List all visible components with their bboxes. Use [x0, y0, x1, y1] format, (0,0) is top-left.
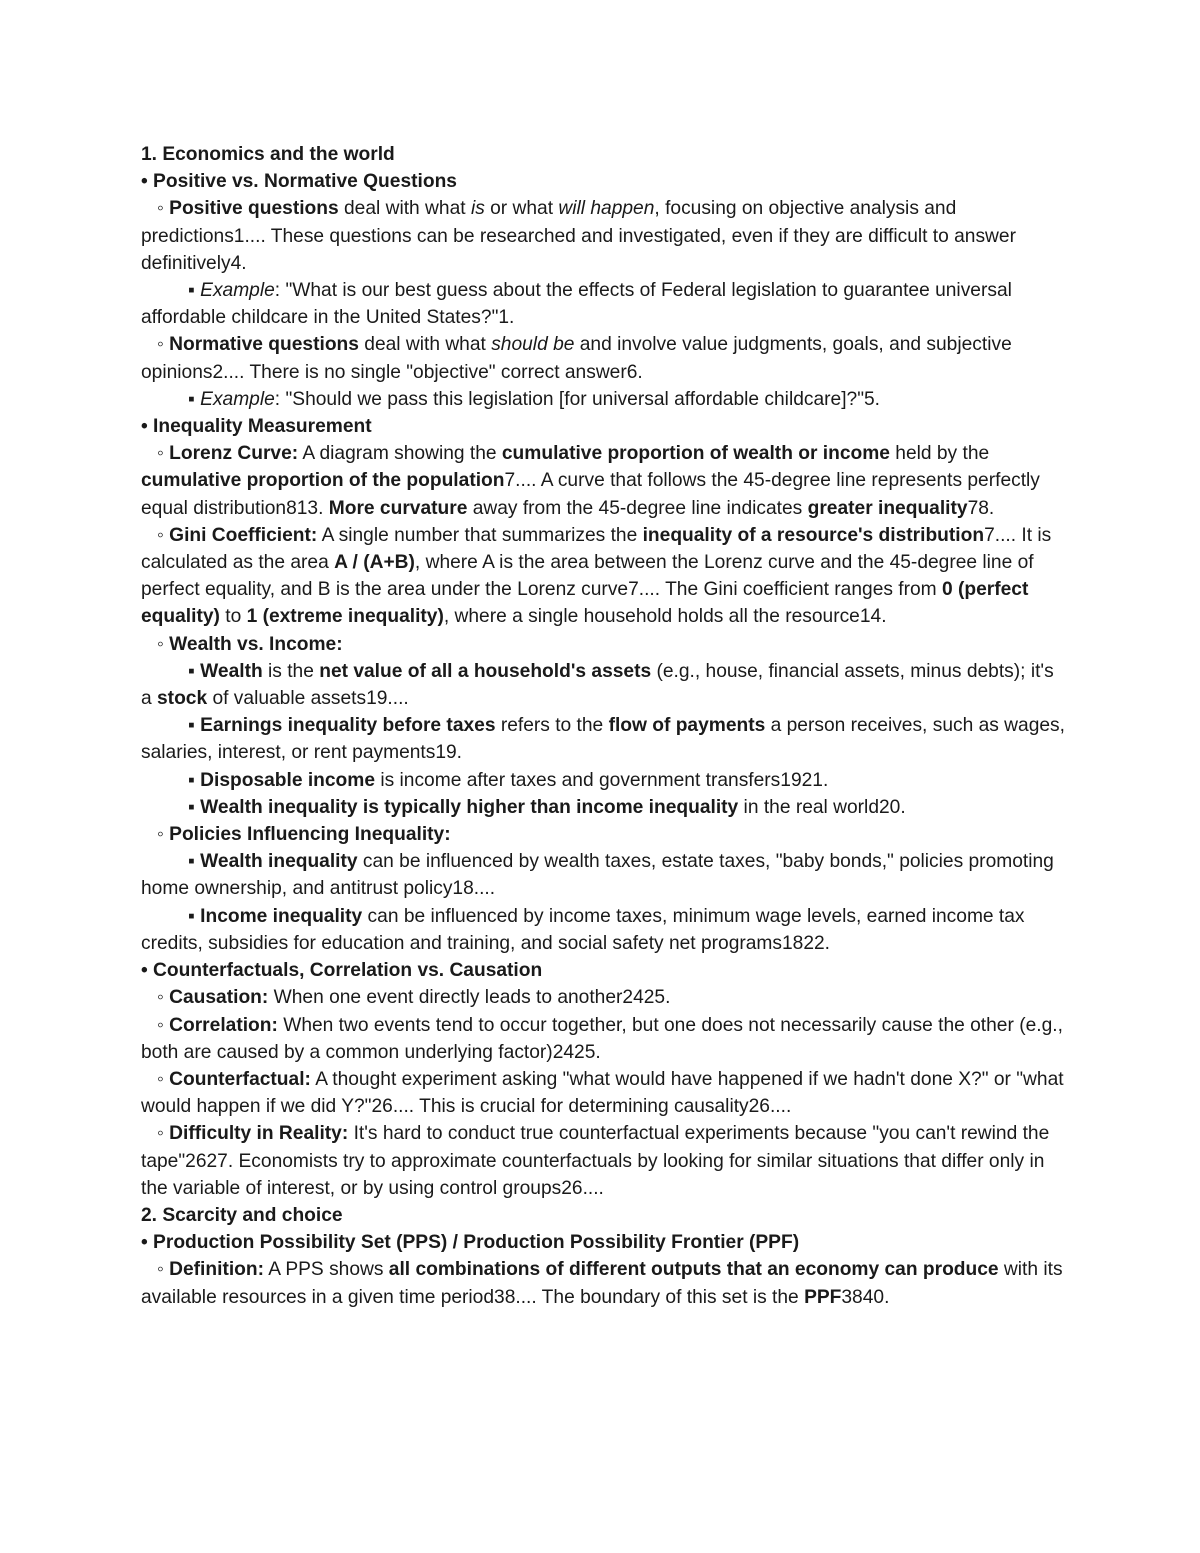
- bold-text: PPF: [804, 1286, 842, 1308]
- bullet-item: [141, 1012, 1066, 1066]
- italic-text: is: [470, 198, 485, 220]
- document-page: [141, 141, 1066, 1311]
- bold-text: Wealth inequality: [200, 851, 358, 873]
- topic-heading: • Positive vs. Normative Questions: [141, 171, 457, 193]
- bold-text: Lorenz Curve:: [169, 443, 299, 465]
- text-run: ◦: [157, 443, 170, 465]
- text-run: deal with what: [338, 198, 471, 220]
- text-run: a person receives, such as wages, salaries, interest, or rent payments19.: [141, 715, 1065, 764]
- text-run: 7.... It is calculated as the area: [141, 524, 1052, 574]
- bold-text: Earnings inequality before taxes: [200, 715, 496, 737]
- sub-bullet-item: [141, 658, 1066, 712]
- italic-text: should be: [491, 334, 575, 356]
- bold-text: More curvature: [328, 497, 468, 519]
- sub-bullet-item: [141, 386, 1066, 413]
- text-run: A single number that summarizes the: [317, 524, 643, 546]
- sub-bullet-item: [141, 794, 1066, 821]
- text-run: ▪: [188, 388, 201, 410]
- text-run: ◦: [157, 633, 170, 655]
- bold-text: all combinations of different outputs that an economy can produce: [388, 1259, 999, 1281]
- italic-text: Example: [200, 280, 275, 302]
- text-run: : "Should we pass this legislation [for universal affordable childcare]?"5.: [274, 388, 881, 410]
- bullet-item: [141, 821, 1066, 848]
- bold-text: Income inequality: [200, 905, 363, 927]
- text-run: A diagram showing the: [298, 443, 502, 465]
- topic-heading: • Production Possibility Set (PPS) / Production Possibility Frontier (PPF): [141, 1232, 800, 1254]
- bold-text: Normative questions: [169, 334, 359, 356]
- text-run: deal with what: [358, 334, 492, 356]
- bold-text: stock: [157, 688, 208, 710]
- topic-heading: • Counterfactuals, Correlation vs. Causation: [141, 960, 543, 982]
- text-run: ▪: [188, 715, 201, 737]
- text-run: ◦: [157, 334, 170, 356]
- topic-heading: • Inequality Measurement: [141, 416, 372, 438]
- text-run: When one event directly leads to another2425.: [268, 987, 671, 1009]
- text-run: A thought experiment asking "what would have happened if we hadn't done X?" or "what would happen if we did Y?"26.... This is crucial for determining causality26....: [141, 1068, 1064, 1118]
- text-run: ▪: [188, 769, 201, 791]
- text-run: ◦: [157, 524, 170, 546]
- bold-text: Wealth: [200, 660, 263, 682]
- bold-text: inequality of a resource's distribution: [642, 524, 985, 546]
- bold-text: Causation:: [169, 987, 269, 1009]
- bold-text: Wealth vs. Income:: [169, 633, 343, 655]
- text-run: When two events tend to occur together, but one does not necessarily cause the other (e.g., both are caused by a common underlying factor)2425.: [141, 1014, 1063, 1063]
- text-run: 3840.: [841, 1286, 890, 1308]
- text-run: , focusing on objective analysis and predictions1.... These questions can be researched and investigated, even if they are difficult to answer definitively4.: [141, 198, 1016, 274]
- italic-text: will happen: [558, 198, 655, 220]
- text-run: ◦: [157, 1123, 170, 1145]
- bold-text: Definition:: [169, 1259, 264, 1281]
- text-run: to: [219, 606, 247, 628]
- text-run: of valuable assets19....: [207, 688, 409, 710]
- sub-bullet-item: [141, 848, 1066, 902]
- text-run: refers to the: [495, 715, 609, 737]
- text-run: can be influenced by wealth taxes, estate taxes, "baby bonds," policies promoting home ownership, and antitrust policy18....: [141, 851, 1054, 900]
- text-run: (e.g., house, financial assets, minus debts); it's a: [141, 660, 1054, 710]
- bold-text: 1 (extreme inequality): [246, 606, 444, 628]
- bold-text: Difficulty in Reality:: [169, 1123, 349, 1145]
- bold-text: greater inequality: [807, 497, 968, 519]
- text-run: 78.: [967, 497, 995, 519]
- text-run: ▪: [188, 280, 201, 302]
- text-run: or what: [484, 198, 559, 220]
- bold-text: flow of payments: [608, 715, 766, 737]
- text-run: can be influenced by income taxes, minimum wage levels, earned income tax credits, subsidies for education and training, and social safety net programs1822.: [141, 905, 1025, 954]
- section-title: 2. Scarcity and choice: [141, 1204, 343, 1226]
- text-run: ▪: [188, 851, 201, 873]
- bold-text: cumulative proportion of the population: [141, 470, 505, 492]
- sub-bullet-item: [141, 903, 1066, 957]
- text-run: ◦: [157, 1014, 170, 1036]
- bold-text: Policies Influencing Inequality:: [169, 824, 451, 846]
- text-run: with its available resources in a given time period38.... The boundary of this set is the: [141, 1259, 1063, 1308]
- text-run: ▪: [188, 905, 201, 927]
- text-run: is income after taxes and government transfers1921.: [375, 769, 829, 791]
- bold-text: A / (A+B): [334, 552, 415, 574]
- text-run: and involve value judgments, goals, and subjective opinions2.... There is no single "objective" correct answer6.: [141, 334, 1012, 383]
- text-run: : "What is our best guess about the effects of Federal legislation to guarantee universal affordable childcare in the United States?"1.: [141, 280, 1012, 329]
- bold-text: cumulative proportion of wealth or income: [501, 443, 890, 465]
- bold-text: Disposable income: [200, 769, 376, 791]
- bold-text: Correlation:: [169, 1014, 278, 1036]
- text-run: 7.... A curve that follows the 45-degree line represents perfectly equal distribution813.: [141, 470, 1040, 519]
- bullet-item: [141, 522, 1066, 631]
- text-run: It's hard to conduct true counterfactual experiments because "you can't rewind the tape"2627. Economists try to approximate counterfactuals by looking for similar situations that differ only in the variable of interest, or by using control groups26....: [141, 1123, 1050, 1199]
- section-title: 1. Economics and the world: [141, 144, 395, 165]
- text-run: , where a single household holds all the resource14.: [443, 606, 887, 628]
- bullet-item: [141, 331, 1066, 385]
- bullet-item: [141, 440, 1066, 522]
- bullet-item: [141, 1120, 1066, 1202]
- bold-text: Gini Coefficient:: [169, 524, 318, 546]
- text-run: ◦: [157, 1068, 170, 1090]
- italic-text: Example: [200, 388, 275, 410]
- bold-text: Counterfactual:: [169, 1068, 311, 1090]
- text-run: held by the: [889, 443, 990, 465]
- text-run: away from the 45-degree line indicates: [467, 497, 808, 519]
- text-run: in the real world20.: [738, 796, 906, 818]
- text-run: is the: [262, 660, 320, 682]
- text-run: ◦: [157, 987, 170, 1009]
- bullet-item: [141, 1066, 1066, 1120]
- sub-bullet-item: [141, 277, 1066, 331]
- bold-text: Wealth inequality is typically higher than income inequality: [200, 796, 739, 818]
- text-run: ◦: [157, 198, 170, 220]
- sub-bullet-item: [141, 712, 1066, 766]
- text-run: ▪: [188, 660, 201, 682]
- bullet-item: [141, 1256, 1066, 1310]
- text-run: ◦: [157, 824, 170, 846]
- bullet-item: [141, 195, 1066, 277]
- bold-text: 0 (perfect equality): [141, 579, 1029, 628]
- sub-bullet-item: [141, 767, 1066, 794]
- text-run: , where A is the area between the Lorenz curve and the 45-degree line of perfect equality, and B is the area under the Lorenz curve7.... The Gini coefficient ranges from: [141, 552, 1034, 601]
- bold-text: Positive questions: [169, 198, 339, 220]
- text-run: ◦: [157, 1259, 170, 1281]
- text-run: A PPS shows: [264, 1259, 389, 1281]
- bullet-item: [141, 984, 1066, 1011]
- text-run: ▪: [188, 796, 201, 818]
- bold-text: net value of all a household's assets: [319, 660, 652, 682]
- bullet-item: [141, 631, 1066, 658]
